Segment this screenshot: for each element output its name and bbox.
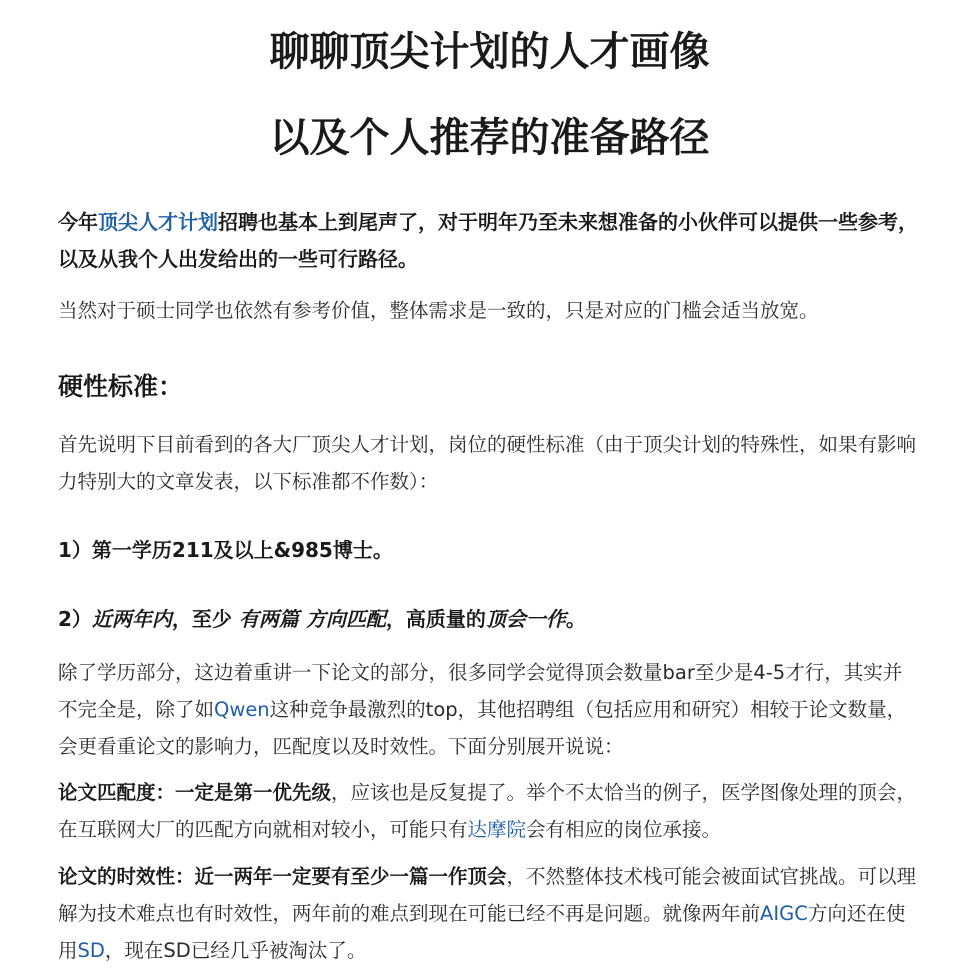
item2-end: 。	[565, 607, 586, 631]
section-heading-hard-standards: 硬性标准：	[58, 372, 184, 401]
article-title-line-2: 以及个人推荐的准备路径	[269, 115, 710, 161]
match-bold-label: 论文匹配度：一定是第一优先级	[58, 781, 332, 804]
match-text-1: ，应该也是反复提了。举个不太恰当的例子，医学图像处理的顶会，在互联网大厂的匹配方向就相对较小，可能只有	[58, 781, 917, 841]
lead-text-after: 招聘也基本上到尾声了，对于明年乃至未来想准备的小伙伴可以提供一些参考，以及从我个人出发给出的一些可行路径。	[58, 210, 918, 271]
article-title-line-1: 聊聊顶尖计划的人才画像	[269, 29, 710, 75]
paper-match-paragraph	[58, 774, 918, 848]
lead-text-before: 今年	[58, 210, 98, 234]
item2-number: 2）	[58, 607, 92, 631]
qwen-link[interactable]: Qwen	[214, 698, 270, 721]
lead-paragraph	[58, 204, 918, 278]
damo-academy-link[interactable]: 达摩院	[467, 818, 527, 841]
paper-timeliness-paragraph	[58, 858, 918, 969]
sd-link[interactable]: SD	[77, 939, 105, 962]
timely-text-2: 方向还在使用	[58, 902, 906, 962]
match-text-2: 会有相应的岗位承接。	[526, 818, 722, 841]
item2-separator-2: ，高质量的	[385, 607, 486, 631]
aigc-link[interactable]: AIGC	[760, 902, 808, 925]
item2-emphasis-3: 顶会一作	[485, 607, 566, 631]
requirement-item-1: 1）第一学历211及以上&985博士。	[58, 538, 393, 562]
timely-text-3: ，现在SD已经几乎被淘汰了。	[104, 939, 367, 962]
requirement-item-2	[58, 604, 586, 634]
top-talent-program-link[interactable]: 顶尖人才计划	[98, 210, 218, 234]
intro-paragraph: 当然对于硕士同学也依然有参考价值，整体需求是一致的，只是对应的门槛会适当放宽。	[58, 299, 819, 322]
timely-text-1: ，不然整体技术栈可能会被面试官挑战。可以理解为技术难点也有时效性，两年前的难点到现在可能已经不再是问题。就像两年前	[58, 865, 917, 925]
paper-detail-paragraph	[58, 654, 918, 765]
item2-emphasis-2: 有两篇 方向匹配	[238, 607, 386, 631]
timely-bold-label: 论文的时效性：近一两年一定要有至少一篇一作顶会	[58, 865, 507, 888]
item2-emphasis-1: 近两年内	[91, 607, 172, 631]
detail-text-before: 除了学历部分，这边着重讲一下论文的部分，很多同学会觉得顶会数量bar至少是4-5才行，其实并不完全是，除了如	[58, 661, 903, 721]
detail-text-after: 这种竞争最激烈的top，其他招聘组（包括应用和研究）相较于论文数量，会更看重论文的影响力，匹配度以及时效性。下面分别展开说说：	[58, 698, 907, 758]
standards-paragraph: 首先说明下目前看到的各大厂顶尖人才计划，岗位的硬性标准（由于顶尖计划的特殊性，如果有影响力特别大的文章发表，以下标准都不作数）：	[58, 433, 917, 493]
item2-separator-1: ，至少	[171, 607, 239, 631]
